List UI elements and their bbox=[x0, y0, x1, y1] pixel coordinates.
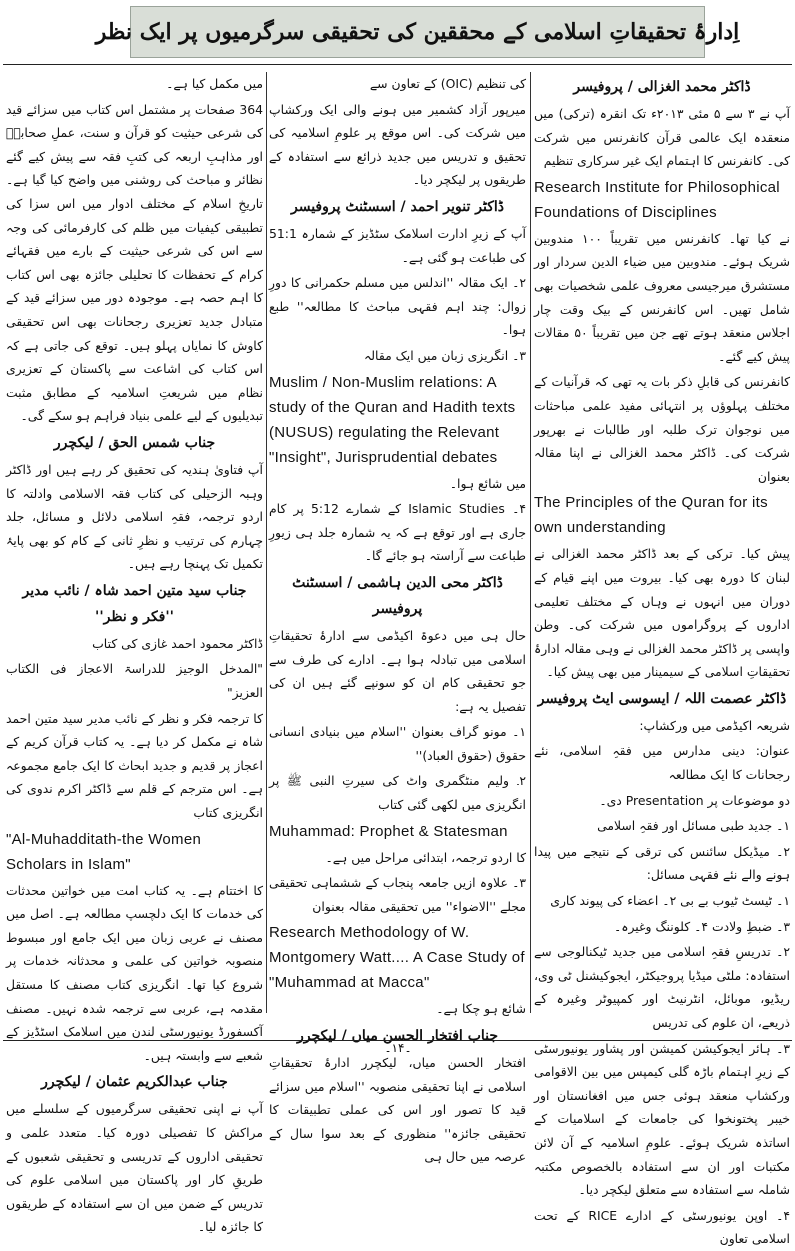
section-heading-ghazali: ڈاکٹر محمد الغزالی / پروفیسر bbox=[573, 79, 751, 95]
page-number: ۔۱۴۔ bbox=[384, 1041, 412, 1055]
column-divider-left bbox=[266, 72, 267, 1013]
paragraph: شریعہ اکیڈمی میں ورکشاپ: bbox=[639, 717, 790, 733]
column-divider-right bbox=[530, 72, 531, 1013]
section-heading-tanveer: ڈاکٹر تنویر احمد / اسسٹنٹ پروفیسر bbox=[290, 198, 504, 215]
paragraph: آپ نے اپنی تحقیقی سرگرمیوں کے سلسلے میں مراکش کا تفصیلی دورہ کیا۔ متعدد علمی و تحقیقی اداروں کے تدریسی و تحقیقی شعبوں کے طریقِ کار اور پاکستان میں اسلامی علوم کی تدریس کے ضمن میں ان سے استفادہ کے طریقوں کا جائزہ لیا۔ bbox=[6, 1101, 263, 1235]
paragraph: نے کیا تھا۔ کانفرنس میں تقریباً ۱۰۰ مندوبین شریک ہوئے۔ مندوبین میں ضیاء الدین سردار اور مستشرق میرجیسی معروف علمی شخصیات بھی شامل تھیں۔ اس کانفرنس کے بیک وقت چار اجلاس منعقد ہوتے تھے جن میں تقریباً ۵۰ مقالات پیش کیے گئے۔ bbox=[534, 230, 791, 364]
paragraph: میرپور آزاد کشمیر میں ہونے والی ایک ورکشاپ میں شرکت کی۔ اس موقع پر علومِ اسلامیہ کی تحقیق و تدریس میں جدید ذرائع سے استفادہ کے طریقوں پر لیکچر دیا۔ bbox=[269, 101, 526, 188]
list-item: ۳۔ علاوہ ازیں جامعہ پنجاب کے ششماہی تحقیقی مجلے ''الاضواء'' میں تحقیقی مقالہ بعنوان bbox=[269, 875, 526, 914]
paragraph: افتخار الحسن میاں، لیکچرر ادارۂ تحقیقاتِ اسلامی نے اپنا تحقیقی منصوبہ ''اسلام میں سزائے قید کا تصور اور اس کی عملی تطبیقات کا تحقیقی جائزہ'' منظوری کے بعد سوا سال کے عرصہ میں حال ہی bbox=[269, 1055, 526, 1165]
paragraph: آپ کے زیرِ ادارت اسلامک سٹڈیز کے شمارہ 51:1 کی طباعت ہو گئی ہے۔ bbox=[269, 225, 526, 265]
list-item: ۱۔ ٹیسٹ ٹیوب بے بی ۲۔ اعضاء کی پیوند کاری bbox=[550, 893, 790, 909]
paragraph: ۳۔ انگریزی زبان میں ایک مقالہ bbox=[364, 347, 526, 363]
section-heading-mateen: جناب سید متین احمد شاہ / نائب مدیر ''فکر و نظر'' bbox=[22, 582, 247, 625]
list-item: ۲۔ ولیم منٹگمری واٹ کی سیرتِ النبی ﷺ پر انگریزی میں لکھی گئی کتاب bbox=[269, 773, 526, 813]
paragraph: آپ نے ۳ سے ۵ مئی ۲۰۱۳ء تک انقرہ (ترکی) میں منعقدہ ایک عالمی قرآن کانفرنس میں شرکت کی۔ کانفرنس کا اہتمام ایک غیر سرکاری تنظیم bbox=[534, 106, 790, 169]
section-heading-hashmi: ڈاکٹر محی الدین ہاشمی / اسسٹنٹ پروفیسر bbox=[292, 574, 503, 617]
paragraph: میں شائع ہوا۔ bbox=[449, 475, 526, 491]
paragraph: کا اردو ترجمہ، ابتدائی مراحل میں ہے۔ bbox=[325, 849, 526, 865]
column-left bbox=[6, 72, 263, 1235]
list-item: ۱۔ جدید طبی مسائل اور فقہِ اسلامی bbox=[597, 818, 790, 834]
paragraph: ۲۔ ایک مقالہ ''اندلس میں مسلم حکمرانی کا دورِ زوال: چند اہم فقہی مباحث کا مطالعہ'' طبع ہوا۔ bbox=[269, 275, 526, 338]
paragraph: میں مکمل کیا ہے۔ bbox=[166, 76, 263, 91]
english-title: The Principles of the Quran for its own understanding bbox=[534, 494, 768, 537]
paragraph: کا اختتام ہے۔ یہ کتاب امت میں خواتین محدثات کی خدمات کا ایک دلچسپ مطالعہ ہے۔ اصل میں مصنف نے عربی زبان میں ایک جامع اور مبسوط منصوبہ خواتین کی علمی و محدثانہ خدمات پر شروع کیا تھا۔ انگریزی کتاب مصنف کا مستقل مقدمہ ہے، عربی سے ترجمہ شدہ نہیں۔ مصنف آکسفورڈ یونیورسٹی لندن میں اسلامک اسٹڈیز کے شعبے سے وابستہ ہیں۔ bbox=[6, 882, 263, 1063]
section-heading-iftikhar: جناب افتخار الحسن میاں / لیکچرر bbox=[296, 1028, 499, 1045]
paragraph: کی تنظیم (OIC) کے تعاون سے bbox=[369, 76, 526, 91]
paragraph: شائع ہو چکا ہے۔ bbox=[436, 1001, 526, 1017]
list-item: ۳۔ ہائر ایجوکیشن کمیشن اور پشاور یونیورسٹی کے زیرِ اہتمام باڑہ گلی کیمپس میں بین الاقوامی ورکشاپ منعقد ہوئی جس میں افغانستان اور خیبر پختونخوا کی جامعات کے اسلامیات کے اساتذہ شریک ہوئے۔ علومِ اسلامیہ کے آن لائن مکتبات اور ان سے استفادہ بالخصوص مکتبہ شاملہ سے استفادہ سے متعلق لیکچر دیا۔ bbox=[534, 1040, 790, 1198]
paragraph: کانفرنس کی قابلِ ذکر بات یہ تھی کہ قرآنیات کے مختلف پہلوؤں پر انتہائی مفید علمی مباحثات میں نوجوان ترک طلبہ اور طالبات نے بھرپور شرکت کی۔ ڈاکٹر محمد الغزالی نے اپنا مقالہ بعنوان bbox=[534, 374, 790, 484]
english-title: Muhammad: Prophet & Statesman bbox=[269, 822, 508, 840]
page-title: اِدارۂ تحقیقاتِ اسلامی کے محققین کی تحقیقی سرگرمیوں پر ایک نظر bbox=[95, 19, 740, 45]
english-title: Research Institute for Philosophical Foundations of Disciplines bbox=[534, 178, 780, 221]
english-title: Muslim / Non-Muslim relations: A study of the Quran and Hadith texts (NUSUS) regulating the Relevant "Insight", Jurisprudential debates bbox=[269, 373, 516, 466]
section-heading-abdulkarim: جناب عبدالکریم عثمان / لیکچرر bbox=[41, 1074, 228, 1091]
top-rule bbox=[3, 64, 792, 65]
paragraph: حال ہی میں دعوۃ اکیڈمی سے ادارۂ تحقیقاتِ اسلامی میں تبادلہ ہوا ہے۔ ادارے کی طرف سے جو تحقیقی کام ان کو سونپے گئے ہیں ان کی تفصیل یہ ہے: bbox=[269, 627, 526, 714]
english-title: "Al-Muhadditath-the Women Scholars in Islam" bbox=[6, 830, 202, 873]
section-heading-shamsul-haq: جناب شمس الحق / لیکچرر bbox=[53, 434, 216, 451]
arabic-title: "المدخل الوجیز للدراسۃ الاعجاز فی الکتاب العزیز" bbox=[6, 661, 263, 701]
paragraph: ڈاکٹر محمود احمد غازی کی کتاب bbox=[92, 635, 263, 651]
list-item: ۱۔ مونو گراف بعنوان ''اسلام میں بنیادی انسانی حقوق (حقوق العباد)'' bbox=[269, 724, 526, 763]
section-heading-ismatullah: ڈاکٹر عصمت اللہ / ایسوسی ایٹ پروفیسر bbox=[537, 690, 787, 707]
paragraph: پیش کیا۔ ترکی کے بعد ڈاکٹر محمد الغزالی نے لبنان کا دورہ بھی کیا۔ بیروت میں اپنے قیام کے دوران میں انہوں نے وہاں کے مختلف تعلیمی اداروں کے پروگراموں میں شرکت کی۔ وطن واپسی پر ڈاکٹر محمد الغزالی نے وہی مقالہ ادارۂ تحقیقاتِ اسلامی کے سیمینار میں بھی پیش کیا۔ bbox=[534, 546, 790, 680]
list-item: ۴۔ اوپن یونیورسٹی کے ادارے RICE کے تحت اسلامی تعاون bbox=[534, 1207, 791, 1247]
list-item: ۳۔ ضبطِ ولادت ۴۔ کلوننگ وغیرہ۔ bbox=[613, 918, 790, 934]
title-banner bbox=[95, 6, 740, 58]
list-item: ۲۔ میڈیکل سائنس کی ترقی کے نتیجے میں پیدا ہونے والے نئے فقہی مسائل: bbox=[534, 843, 790, 883]
paragraph: ۴۔ Islamic Studies کے شمارے 5:12 پر کام جاری ہے اور توقع ہے کہ یہ شمارہ جلد ہی زیورِ طباعت سے آراستہ ہو جائے گا۔ bbox=[269, 501, 526, 564]
column-right bbox=[534, 72, 791, 1247]
paragraph: آپ فتاویٰ ہندیہ کی تحقیق کر رہے ہیں اور ڈاکٹر وہبہ الزحیلی کی کتاب فقہ الاسلامی وادلتہ کا اردو ترجمہ، فقہِ اسلامی دلائل و مسائل، جلد چہارم کی ترتیب و نظرِ ثانی کے کام کو بھی پایۂ تکمیل تک پہنچا رہے ہیں۔ bbox=[6, 461, 263, 572]
paragraph: عنوان: دینی مدارس میں فقہِ اسلامی، نئے رجحانات کا ایک مطالعہ bbox=[534, 743, 790, 783]
paragraph: دو موضوعات پر Presentation دی۔ bbox=[599, 792, 790, 808]
paragraph: 364 صفحات پر مشتمل اس کتاب میں سزائے قید کی شرعی حیثیت کو قرآن و سنت، عملِ صحابہؓ اور مذاہبِ اربعہ کی کتبِ فقہ سے پیش کیے گئے نظائر و مباحث کی روشنی میں واضح کیا گیا ہے۔ تاریخِ اسلام کے مختلف ادوار میں اس سزا کی تطبیقی کیفیات میں ظلم کی کارفرمائی کی وجہ سے اس کی شرعی حیثیت کے بارے میں فقہائے کرام کے تحفظات کا تحلیلی جائزہ بھی اس کتاب کا اہم حصہ ہے۔ موجودہ دور میں سزائے قید کے متبادل جدید تعزیری رجحانات بھی اس تحقیقی کاوش کا نمایاں پہلو ہیں۔ توقع کی جاتی ہے کہ اس کتاب کی اشاعت سے پاکستان کے تعزیری نظام میں شریعتِ اسلامیہ کے مطابق مثبت تبدیلیوں کے لیے علمی بنیاد فراہم ہو سکے گی۔ bbox=[6, 101, 263, 424]
english-title: Research Methodology of W. Montgomery Watt.... A Case Study of "Muhammad at Macca" bbox=[269, 924, 525, 992]
list-item: ۲۔ تدریسِ فقہِ اسلامی میں جدید ٹیکنالوجی سے استفادہ: ملٹی میڈیا پروجیکٹر، ایجوکیشنل ٹی وی، ریڈیو، موبائل، انٹرنیٹ اور کمپیوٹر وغیرہ کے ذریعے، ان علوم کی تدریس bbox=[534, 944, 790, 1030]
paragraph: کا ترجمہ فکر و نظر کے نائب مدیر سید متین احمد شاہ نے مکمل کر دیا ہے۔ یہ کتاب قرآن کریم کے اعجاز پر قدیم و جدید ابحاث کا ایک جامع مجموعہ ہے۔ اس مترجم کے قلم سے ڈاکٹر اکرم ندوی کی انگریزی کتاب bbox=[6, 710, 263, 821]
